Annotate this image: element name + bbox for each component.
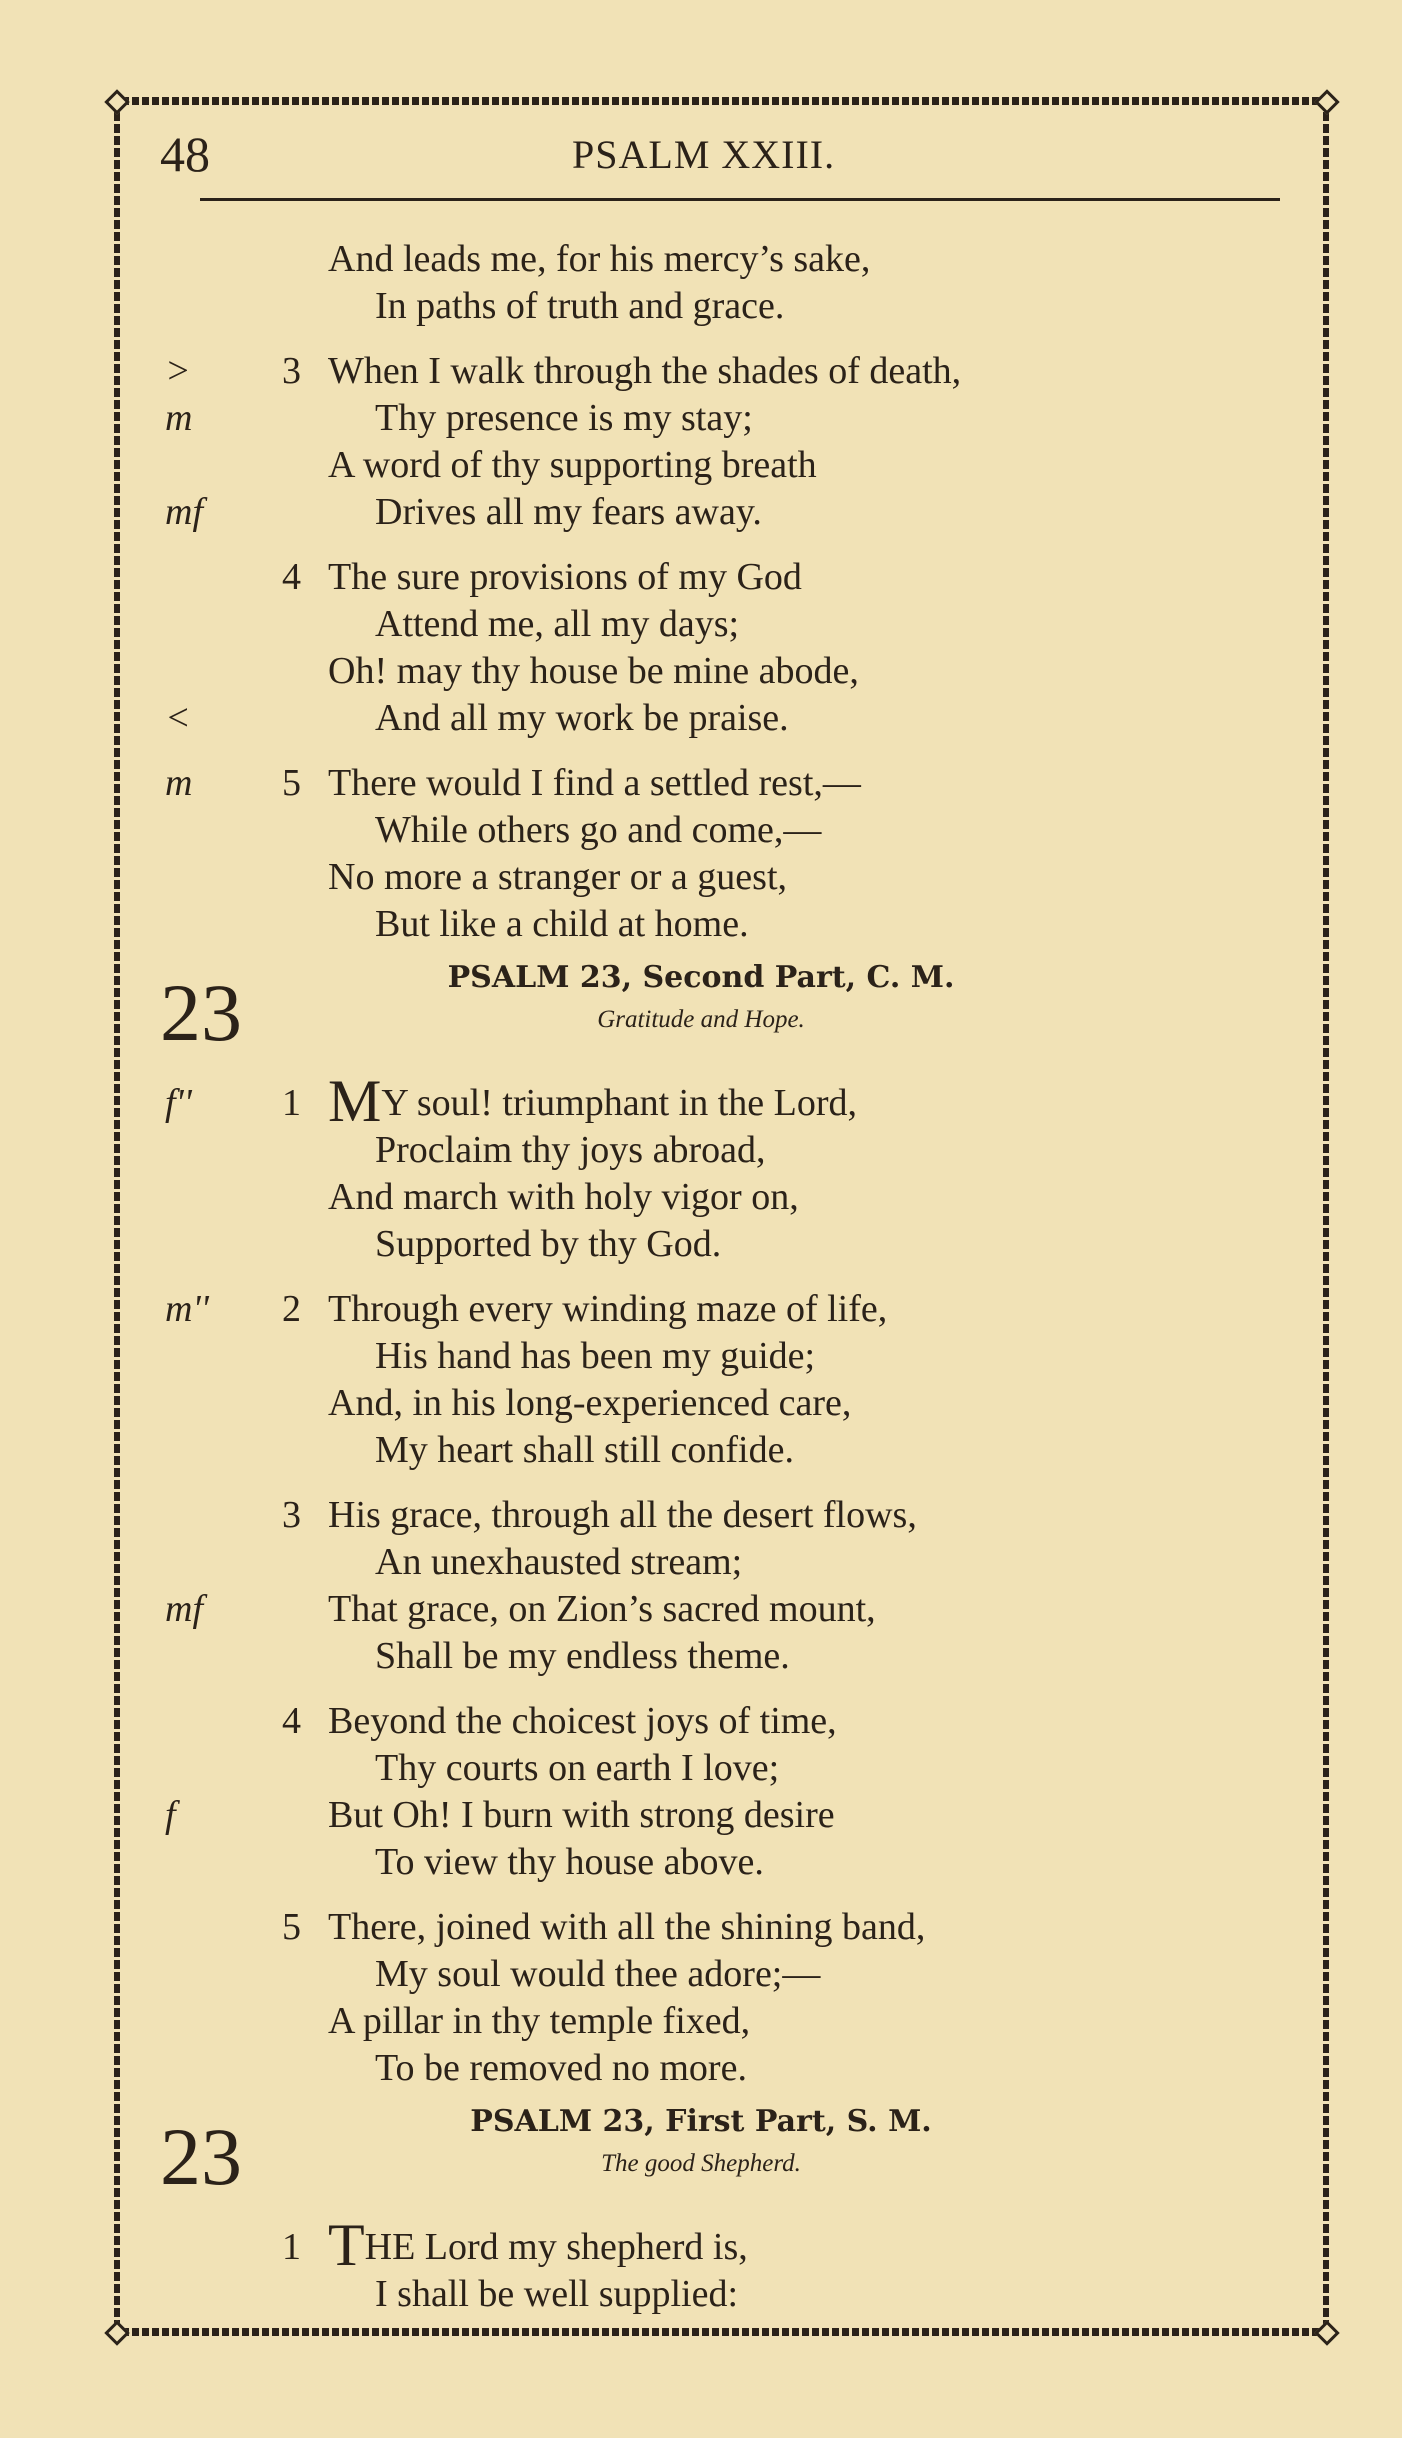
verse-line	[0, 2271, 1402, 2318]
line-text-body: A word of thy supporting breath	[328, 444, 817, 486]
dynamics-mark: m	[165, 762, 193, 804]
dynamics-mark: f''	[165, 1082, 192, 1124]
verse-line	[0, 236, 1402, 283]
line-text	[328, 1286, 887, 1333]
hymn-title: PSALM 23, First Part, S. M.	[470, 2104, 932, 2139]
line-text	[375, 1951, 820, 1998]
line-text-body: That grace, on Zion’s sacred mount,	[328, 1588, 876, 1630]
verse-line	[0, 760, 1402, 807]
verse-line	[0, 1633, 1402, 1680]
line-text	[375, 2271, 738, 2318]
hymn-subtitle: The good Shepherd.	[601, 2150, 801, 2177]
line-text	[375, 2045, 747, 2092]
stanza	[0, 1904, 1402, 2092]
stanza-gap	[0, 1886, 1402, 1904]
line-text	[375, 1745, 779, 1792]
line-text	[375, 1427, 794, 1474]
stanza	[0, 2212, 1402, 2318]
verse-line	[0, 1698, 1402, 1745]
corner-ornament	[1314, 89, 1339, 114]
verse-line	[0, 1380, 1402, 1427]
line-text	[375, 1633, 790, 1680]
line-text	[328, 348, 961, 395]
line-text-body: Through every winding maze of life,	[328, 1288, 888, 1330]
line-text	[375, 901, 749, 948]
line-text-body: Oh! may thy house be mine abode,	[328, 650, 859, 692]
stanza-gap	[0, 742, 1402, 760]
verse-line	[0, 901, 1402, 948]
stanza-gap	[0, 1268, 1402, 1286]
corner-ornament	[104, 2320, 129, 2345]
header-rule	[200, 198, 1280, 201]
dynamics-mark: mf	[165, 491, 203, 533]
line-text-body: HE Lord my shepherd is,	[364, 2226, 748, 2268]
verse-line	[0, 489, 1402, 536]
drop-cap: M	[328, 1068, 382, 1134]
stanza	[0, 348, 1402, 536]
hymn-title: PSALM 23, Second Part, C. M.	[447, 960, 955, 995]
verse-line	[0, 1745, 1402, 1792]
verse-line	[0, 807, 1402, 854]
stanza	[0, 236, 1402, 330]
line-text	[328, 1174, 799, 1221]
line-text	[328, 236, 870, 283]
line-text-body: A pillar in thy temple fixed,	[328, 2000, 751, 2042]
verse-line	[0, 554, 1402, 601]
line-text-body: And, in his long-experienced care,	[328, 1382, 852, 1424]
stanza	[0, 1492, 1402, 1680]
verse-line	[0, 648, 1402, 695]
line-text	[375, 283, 784, 330]
line-text	[375, 489, 762, 536]
line-text-body: There, joined with all the shining band,	[328, 1906, 926, 1948]
line-text-body: My soul would thee adore;—	[375, 1953, 821, 1995]
verse-line	[0, 854, 1402, 901]
stanza-gap	[0, 330, 1402, 348]
line-text	[328, 854, 787, 901]
line-text	[328, 1698, 837, 1745]
line-text	[375, 1333, 815, 1380]
verse-line	[0, 2045, 1402, 2092]
line-text-body: But Oh! I burn with strong desire	[328, 1794, 835, 1836]
verse-line	[0, 1904, 1402, 1951]
line-text-body: In paths of truth and grace.	[375, 285, 785, 327]
line-text-body: His grace, through all the desert flows,	[328, 1494, 917, 1536]
verse-line	[0, 395, 1402, 442]
line-text	[328, 648, 859, 695]
verse-line	[0, 2212, 1402, 2278]
verse-line	[0, 1221, 1402, 1268]
line-text-body: Attend me, all my days;	[375, 603, 740, 645]
line-text	[375, 695, 789, 742]
ornamental-border-bottom	[112, 2328, 1327, 2336]
line-text	[375, 601, 739, 648]
dynamics-mark: f	[165, 1794, 176, 1836]
stanza-gap	[0, 1474, 1402, 1492]
hymn-number: 23	[160, 967, 242, 1058]
stanza-number: 4	[282, 556, 301, 598]
line-text-body: His hand has been my guide;	[375, 1335, 816, 1377]
stanza	[0, 1698, 1402, 1886]
line-text-body: Thy presence is my stay;	[375, 397, 753, 439]
line-text-body: To be removed no more.	[375, 2047, 747, 2089]
line-text	[328, 2212, 748, 2278]
stanza-number: 1	[282, 2226, 301, 2268]
line-text	[375, 395, 753, 442]
verse-line	[0, 348, 1402, 395]
stanza-number: 3	[282, 350, 301, 392]
line-text-body: Y soul! triumphant in the Lord,	[381, 1082, 857, 1124]
verse-line	[0, 1286, 1402, 1333]
stanza-gap	[0, 1680, 1402, 1698]
line-text-body: No more a stranger or a guest,	[328, 856, 788, 898]
line-text	[328, 1904, 925, 1951]
hymn-heading	[0, 960, 1402, 1080]
line-text-body: Beyond the choicest joys of time,	[328, 1700, 837, 1742]
hymn-content	[0, 236, 1402, 2318]
stanza	[0, 760, 1402, 948]
line-text	[328, 554, 802, 601]
corner-ornament	[104, 89, 129, 114]
line-text	[328, 1068, 857, 1134]
stanza-number: 2	[282, 1288, 301, 1330]
stanza-gap	[0, 536, 1402, 554]
stanza	[0, 1286, 1402, 1474]
page-header	[160, 125, 1280, 185]
verse-line	[0, 1586, 1402, 1633]
stanza-number: 1	[282, 1082, 301, 1124]
line-text-body: Supported by thy God.	[375, 1223, 722, 1265]
stanza-number: 5	[282, 762, 301, 804]
verse-line	[0, 1792, 1402, 1839]
line-text-body: My heart shall still confide.	[375, 1429, 794, 1471]
verse-line	[0, 1539, 1402, 1586]
line-text	[328, 760, 861, 807]
hymn-number: 23	[160, 2111, 242, 2202]
verse-line	[0, 1333, 1402, 1380]
verse-line	[0, 1839, 1402, 1886]
line-text-body: I shall be well supplied:	[375, 2273, 739, 2315]
line-text-body: And march with holy vigor on,	[328, 1176, 799, 1218]
ornamental-border-top	[112, 97, 1327, 105]
dynamics-mark: <	[165, 697, 191, 739]
line-text-body: But like a child at home.	[375, 903, 749, 945]
drop-cap: T	[328, 2212, 365, 2278]
stanza-number: 4	[282, 1700, 301, 1742]
page-number: 48	[160, 126, 210, 182]
verse-line	[0, 1174, 1402, 1221]
line-text	[328, 1998, 750, 2045]
verse-line	[0, 1127, 1402, 1174]
verse-line	[0, 1068, 1402, 1134]
line-text	[375, 1221, 721, 1268]
line-text-body: And all my work be praise.	[375, 697, 789, 739]
line-text	[328, 1792, 835, 1839]
line-text-body: And leads me, for his mercy’s sake,	[328, 238, 871, 280]
dynamics-mark: m	[165, 397, 193, 439]
line-text-body: There would I find a settled rest,—	[328, 762, 861, 804]
line-text	[328, 1492, 917, 1539]
verse-line	[0, 1951, 1402, 1998]
hymn-subtitle: Gratitude and Hope.	[597, 1006, 805, 1033]
line-text-body: Proclaim thy joys abroad,	[375, 1129, 766, 1171]
corner-ornament	[1314, 2320, 1339, 2345]
stanza	[0, 554, 1402, 742]
line-text-body: An unexhausted stream;	[375, 1541, 743, 1583]
dynamics-mark: mf	[165, 1588, 203, 1630]
verse-line	[0, 1998, 1402, 2045]
line-text-body: To view thy house above.	[375, 1841, 764, 1883]
line-text-body: When I walk through the shades of death,	[328, 350, 962, 392]
verse-line	[0, 442, 1402, 489]
running-title: PSALM XXIII.	[572, 132, 836, 177]
line-text-body: Shall be my endless theme.	[375, 1635, 790, 1677]
verse-line	[0, 1492, 1402, 1539]
line-text	[375, 1127, 765, 1174]
stanza-number: 3	[282, 1494, 301, 1536]
dynamics-mark: >	[165, 350, 191, 392]
stanza	[0, 1068, 1402, 1268]
dynamics-mark: m''	[165, 1288, 209, 1330]
verse-line	[0, 283, 1402, 330]
verse-line	[0, 1427, 1402, 1474]
verse-line	[0, 695, 1402, 742]
verse-line	[0, 601, 1402, 648]
line-text-body: While others go and come,—	[375, 809, 822, 851]
line-text-body: The sure provisions of my God	[328, 556, 802, 598]
line-text	[328, 1586, 876, 1633]
line-text	[328, 1380, 851, 1427]
line-text	[328, 442, 817, 489]
line-text-body: Drives all my fears away.	[375, 491, 762, 533]
line-text	[375, 807, 821, 854]
hymn-heading	[0, 2104, 1402, 2224]
stanza-number: 5	[282, 1906, 301, 1948]
line-text	[375, 1839, 764, 1886]
line-text-body: Thy courts on earth I love;	[375, 1747, 780, 1789]
line-text	[375, 1539, 742, 1586]
